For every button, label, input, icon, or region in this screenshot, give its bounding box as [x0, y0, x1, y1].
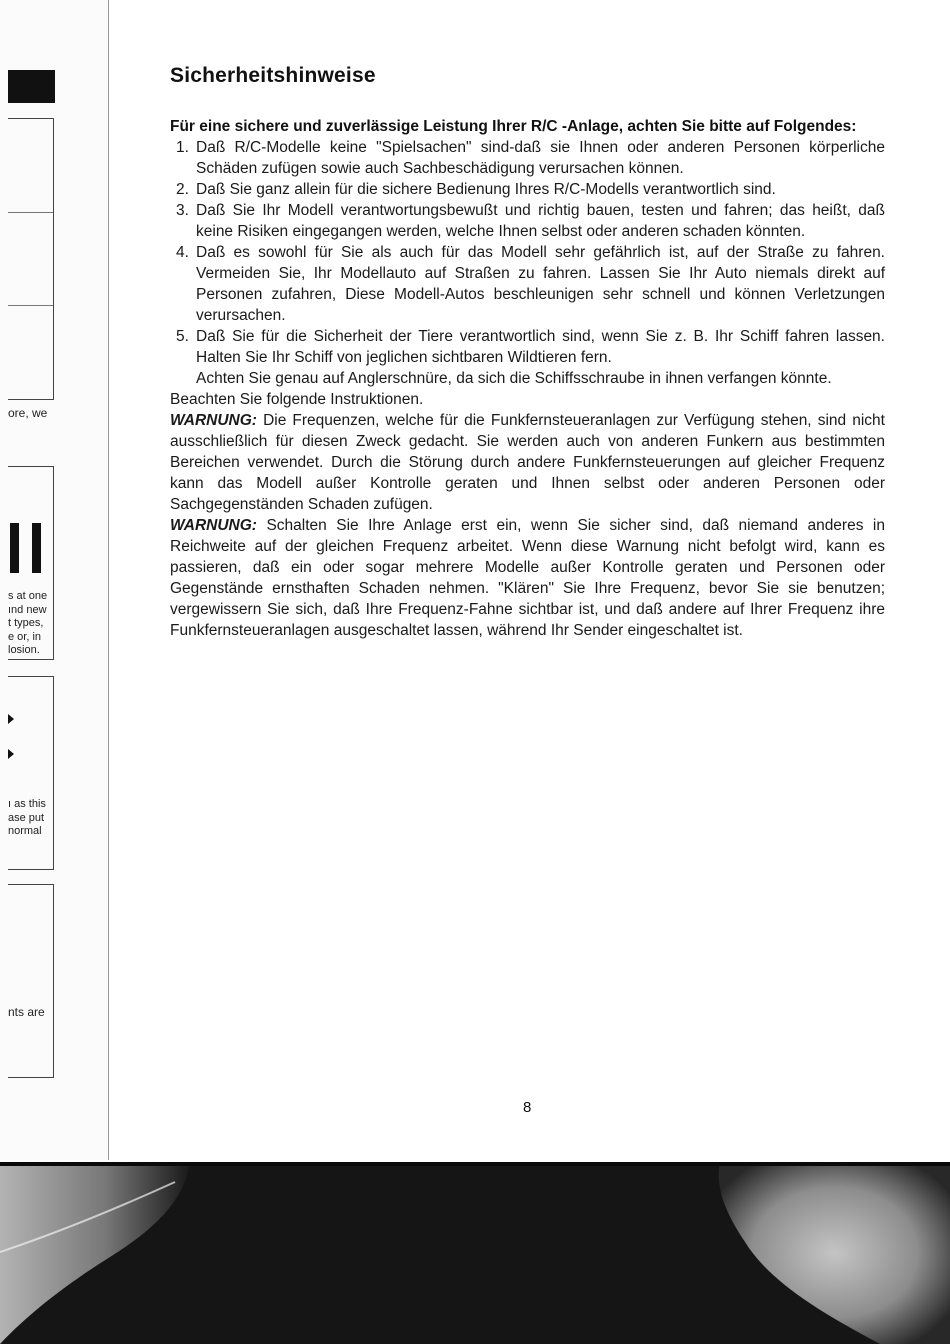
margin-frame-4	[8, 884, 54, 1078]
list-item-text: Daß Sie für die Sicherheit der Tiere verantwortlich sind, wenn Sie z. B. Ihr Schiff fahren lassen. Halten Sie Ihr Schiff von jeglichen sichtbaren Wildtieren fern.	[196, 328, 885, 366]
list-item-text: Daß R/C-Modelle keine "Spielsachen" sind-daß sie Ihnen oder anderen Personen körperliche Schäden zufügen sowie auch Sachbeschädigung verursachen können.	[196, 139, 885, 177]
margin-fragment-2: s at one ınd new t types, e or, in losion.	[8, 590, 48, 656]
scan-shadow-graphic	[0, 1162, 950, 1344]
page-number: 8	[523, 1099, 532, 1116]
list-number: 3.	[176, 202, 189, 219]
triangle-bullet-icon	[8, 749, 14, 759]
left-page-edge	[0, 0, 108, 1160]
margin-fragment-3: ı as this ase put normal	[8, 798, 46, 837]
black-tab-marker	[8, 70, 55, 103]
list-item	[170, 200, 885, 242]
warning-text: Die Frequenzen, welche für die Funkfernsteueranlagen zur Verfügung stehen, sind nicht ausschließlich für diesen Zweck gedacht. Sie werden auch von anderen Funkern aus bestimmten Bereichen verwendet. Durch die Störung durch andere Funkfernsteuerungen auf gleicher Frequenz kann das Modell außer Kontrolle geraten und Ihnen selbst oder anderen Personen oder Sachgegenständen Schaden zufügen.	[170, 412, 885, 513]
margin-bar-2	[32, 523, 41, 573]
list-item	[170, 179, 885, 200]
intro-heading: Für eine sichere und zuverlässige Leistung Ihrer R/C -Anlage, achten Sie bitte auf Folgendes:	[170, 118, 857, 135]
warning-paragraph-2	[170, 515, 885, 641]
triangle-bullet-icon	[8, 714, 14, 724]
list-item-text: Daß Sie Ihr Modell verantwortungsbewußt und richtig bauen, testen und fahren; das heißt, daß keine Risiken eingegangen werden, welche Ihnen selbst oder anderen schaden könnten.	[196, 202, 885, 240]
document-page	[170, 64, 885, 641]
list-item-text: Daß Sie ganz allein für die sichere Bedienung Ihres R/C-Modells verantwortlich sind.	[196, 181, 776, 198]
page-title: Sicherheitshinweise	[170, 64, 376, 87]
margin-fragment-4: nts are	[8, 1005, 45, 1019]
warning-label: WARNUNG:	[170, 517, 257, 534]
list-number: 2.	[176, 181, 189, 198]
instructions-line: Beachten Sie folgende Instruktionen.	[170, 391, 424, 408]
margin-frame-1	[8, 118, 54, 400]
list-number: 5.	[176, 328, 189, 345]
list-number: 4.	[176, 244, 189, 261]
warning-text: Schalten Sie Ihre Anlage erst ein, wenn Sie sicher sind, daß niemand anderes in Reichweite auf der gleichen Frequenz arbeitet. Wenn diese Warnung nicht befolgt wird, kann es passieren, daß ein oder sogar mehrere Modelle außer Kontrolle geraten und Personen oder Gegenstände ernsthaften Schaden nehmen. "Klären" Sie Ihre Frequenz, bevor Sie sie benutzen; vergewissern Sie sich, daß Ihre Frequenz-Fahne sichtbar ist, und daß andere auf Ihrer Frequenz ihre Funkfernsteueranlagen ausgeschaltet lassen, während Ihr Sender eingeschaltet ist.	[170, 517, 885, 639]
warning-label: WARNUNG:	[170, 412, 257, 429]
safety-list	[170, 137, 885, 368]
list-item	[170, 242, 885, 326]
warning-paragraph-1	[170, 410, 885, 515]
margin-divider-1	[8, 212, 53, 213]
list-item	[170, 326, 885, 368]
margin-bar-1	[10, 523, 19, 573]
margin-fragment-1: ore, we	[8, 406, 48, 420]
list-item-5-continuation: Achten Sie genau auf Anglerschnüre, da sich die Schiffsschraube in ihnen verfangen könnte.	[196, 370, 832, 387]
page-fold-line	[108, 0, 109, 1160]
margin-frame-3	[8, 676, 54, 870]
list-number: 1.	[176, 139, 189, 156]
list-item-text: Daß es sowohl für Sie als auch für das Modell sehr gefährlich ist, auf der Straße zu fahren. Vermeiden Sie, Ihr Modellauto auf Straßen zu fahren. Lassen Sie Ihr Auto niemals direkt auf Personen zufahren, Diese Modell-Autos beschleunigen sehr schnell und können Verletzungen verursachen.	[196, 244, 885, 324]
list-item	[170, 137, 885, 179]
scan-background-photo	[0, 1162, 950, 1344]
margin-divider-2	[8, 305, 53, 306]
